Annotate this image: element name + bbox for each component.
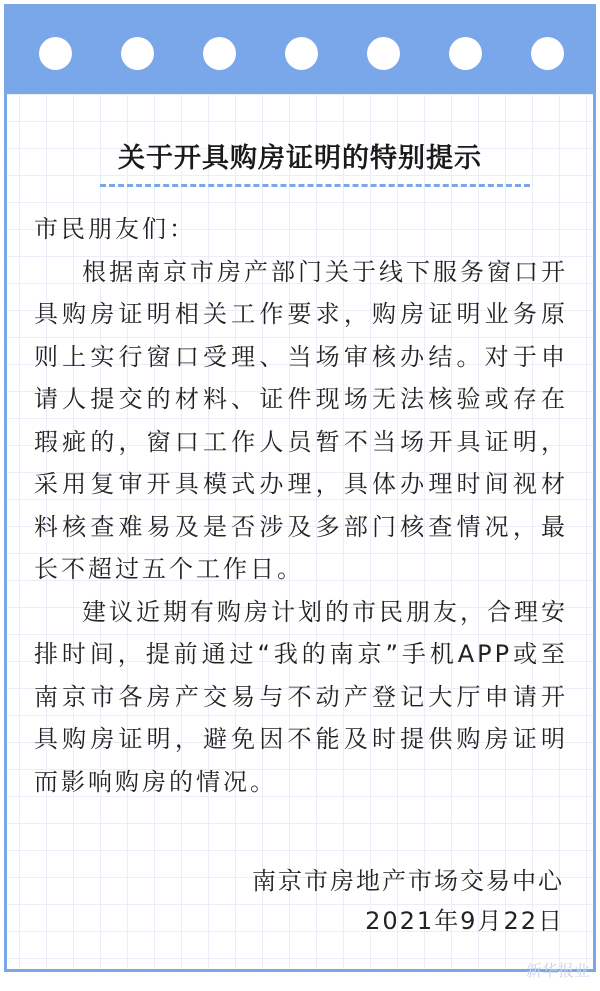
salutation: 市民朋友们： xyxy=(34,215,196,243)
binder-hole xyxy=(449,37,482,70)
title-dashed-underline xyxy=(100,184,530,187)
notice-title: 关于开具购房证明的特别提示 xyxy=(118,143,482,174)
paragraph-2: 建议近期有购房计划的市民朋友，合理安排时间，提前通过“我的南京”手机APP或至南京市各房产交易与不动产登记大厅申请开具购房证明，避免因不能及时提供购房证明而影响购房的情况。 xyxy=(34,597,568,796)
binder-hole xyxy=(39,37,72,70)
watermark-logo: 新华报业 xyxy=(525,961,590,980)
binder-hole xyxy=(285,37,318,70)
binder-hole xyxy=(367,37,400,70)
paragraph-1: 根据南京市房产部门关于线下服务窗口开具购房证明相关工作要求，购房证明业务原则上实行窗口受理、当场审核办结。对于申请人提交的材料、证件现场无法核验或存在瑕疵的，窗口工作人员暂不当场开具证明，采用复审开具模式办理，具体办理时间视材料核查难易及是否涉及多部门核查情况，最长不超过五个工作日。 xyxy=(34,257,568,583)
binder-hole xyxy=(203,37,236,70)
notice-body xyxy=(34,208,568,803)
binder-hole xyxy=(121,37,154,70)
binder-hole xyxy=(531,37,564,70)
signature-organization: 南京市房地产市场交易中心 xyxy=(252,867,564,895)
signature-date: 2021年9月22日 xyxy=(365,907,564,935)
